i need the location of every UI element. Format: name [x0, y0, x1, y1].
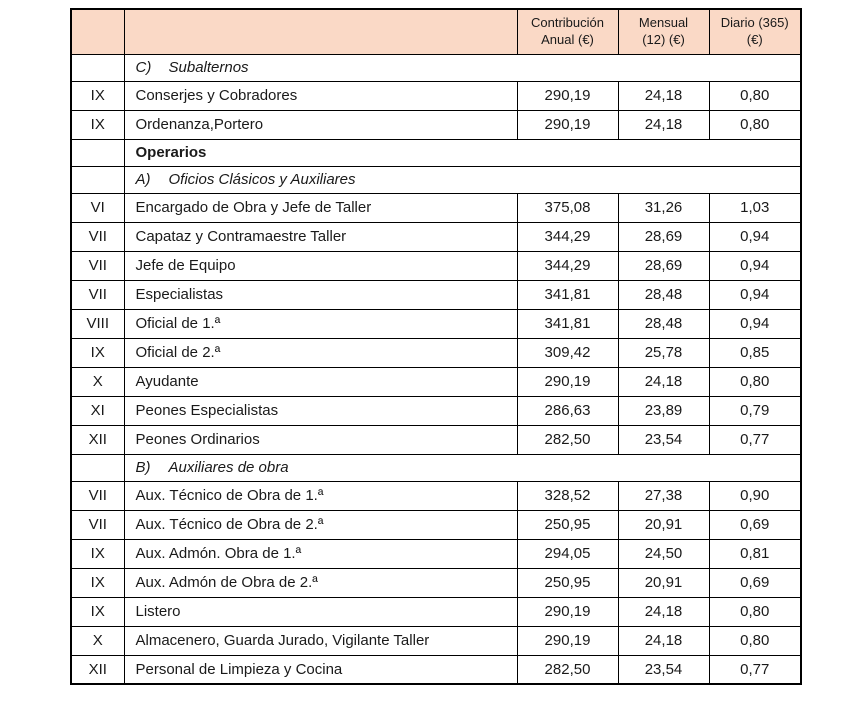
- row-anual-cell: 344,29: [517, 251, 618, 280]
- row-label-cell: Jefe de Equipo: [124, 251, 517, 280]
- header-contribucion-anual: [517, 9, 618, 54]
- table-row: [71, 110, 801, 139]
- row-mensual-cell: 24,50: [618, 539, 709, 568]
- row-label-cell: Personal de Limpieza y Cocina: [124, 655, 517, 684]
- row-anual-cell: 290,19: [517, 597, 618, 626]
- row-label-cell: Peones Especialistas: [124, 396, 517, 425]
- table-row: [71, 568, 801, 597]
- row-label-cell: Aux. Admón. Obra de 1.ª: [124, 539, 517, 568]
- section-label-cell: [124, 454, 801, 481]
- row-diario-cell: 0,69: [709, 510, 801, 539]
- section-label-cell: [124, 54, 801, 81]
- row-diario-cell: 0,81: [709, 539, 801, 568]
- row-label-cell: Encargado de Obra y Jefe de Taller: [124, 193, 517, 222]
- row-mensual-cell: 24,18: [618, 626, 709, 655]
- row-group-cell: X: [71, 367, 124, 396]
- row-label-cell: Capataz y Contramaestre Taller: [124, 222, 517, 251]
- row-diario-cell: 0,79: [709, 396, 801, 425]
- header-diario-line1: Diario (365): [720, 14, 789, 30]
- row-group-cell: IX: [71, 568, 124, 597]
- row-mensual-cell: 31,26: [618, 193, 709, 222]
- row-anual-cell: 344,29: [517, 222, 618, 251]
- row-mensual-cell: 24,18: [618, 367, 709, 396]
- section-row: [71, 54, 801, 81]
- row-mensual-cell: 23,89: [618, 396, 709, 425]
- table-row: [71, 338, 801, 367]
- row-anual-cell: 341,81: [517, 280, 618, 309]
- row-mensual-cell: 24,18: [618, 597, 709, 626]
- row-label-cell: Especialistas: [124, 280, 517, 309]
- row-mensual-cell: 28,48: [618, 309, 709, 338]
- row-mensual-cell: 28,69: [618, 222, 709, 251]
- section-title: Oficios Clásicos y Auxiliares: [168, 171, 356, 188]
- table-row: [71, 539, 801, 568]
- row-diario-cell: 0,80: [709, 110, 801, 139]
- row-mensual-cell: 28,69: [618, 251, 709, 280]
- row-group-cell: VII: [71, 280, 124, 309]
- row-diario-cell: 0,90: [709, 481, 801, 510]
- table-row: [71, 367, 801, 396]
- table-row: [71, 396, 801, 425]
- row-mensual-cell: 20,91: [618, 510, 709, 539]
- row-diario-cell: 0,80: [709, 367, 801, 396]
- section-row: [71, 166, 801, 193]
- header-mensual-line2: (12) (€): [642, 31, 685, 47]
- row-mensual-cell: 24,18: [618, 110, 709, 139]
- row-diario-cell: 0,94: [709, 251, 801, 280]
- section-prefix: C): [135, 59, 152, 76]
- row-mensual-cell: 24,18: [618, 81, 709, 110]
- row-diario-cell: 0,77: [709, 425, 801, 454]
- row-anual-cell: 290,19: [517, 81, 618, 110]
- row-diario-cell: 0,85: [709, 338, 801, 367]
- header-description-cell: [124, 9, 517, 54]
- row-label-cell: Aux. Admón de Obra de 2.ª: [124, 568, 517, 597]
- row-anual-cell: 290,19: [517, 626, 618, 655]
- row-label-cell: Ordenanza,Portero: [124, 110, 517, 139]
- header-mensual-line1: Mensual: [638, 14, 689, 30]
- table-row: [71, 193, 801, 222]
- row-label-cell: Almacenero, Guarda Jurado, Vigilante Taller: [124, 626, 517, 655]
- row-diario-cell: 1,03: [709, 193, 801, 222]
- salary-table: [70, 8, 802, 685]
- row-diario-cell: 0,77: [709, 655, 801, 684]
- row-group-cell: XI: [71, 396, 124, 425]
- header-contribucion-anual-line1: Contribución: [531, 14, 604, 30]
- row-group-cell: XII: [71, 655, 124, 684]
- row-mensual-cell: 25,78: [618, 338, 709, 367]
- header-diario-line2: (€): [746, 31, 763, 47]
- header-mensual: [618, 9, 709, 54]
- row-anual-cell: 250,95: [517, 510, 618, 539]
- row-group-cell: VI: [71, 193, 124, 222]
- row-anual-cell: 286,63: [517, 396, 618, 425]
- table-row: [71, 280, 801, 309]
- table-row: [71, 251, 801, 280]
- row-group-cell: IX: [71, 110, 124, 139]
- section-row: [71, 454, 801, 481]
- header-group-cell: [71, 9, 124, 54]
- row-anual-cell: 282,50: [517, 425, 618, 454]
- row-anual-cell: 290,19: [517, 367, 618, 396]
- row-anual-cell: 290,19: [517, 110, 618, 139]
- header-contribucion-anual-line2: Anual (€): [541, 31, 594, 47]
- header-row: [71, 9, 801, 54]
- row-group-cell: VII: [71, 481, 124, 510]
- row-anual-cell: 309,42: [517, 338, 618, 367]
- section-row: [71, 139, 801, 166]
- row-label-cell: Aux. Técnico de Obra de 1.ª: [124, 481, 517, 510]
- row-diario-cell: 0,80: [709, 81, 801, 110]
- table-row: [71, 425, 801, 454]
- table-row: [71, 222, 801, 251]
- row-group-cell: [71, 166, 124, 193]
- row-group-cell: [71, 54, 124, 81]
- row-label-cell: Peones Ordinarios: [124, 425, 517, 454]
- row-anual-cell: 375,08: [517, 193, 618, 222]
- row-group-cell: [71, 139, 124, 166]
- table-row: [71, 597, 801, 626]
- table-body: [71, 54, 801, 684]
- row-diario-cell: 0,80: [709, 626, 801, 655]
- row-anual-cell: 282,50: [517, 655, 618, 684]
- row-anual-cell: 328,52: [517, 481, 618, 510]
- row-mensual-cell: 27,38: [618, 481, 709, 510]
- row-group-cell: IX: [71, 539, 124, 568]
- table-row: [71, 81, 801, 110]
- row-label-cell: Oficial de 1.ª: [124, 309, 517, 338]
- table-row: [71, 481, 801, 510]
- row-group-cell: IX: [71, 338, 124, 367]
- row-label-cell: Listero: [124, 597, 517, 626]
- row-label-cell: Ayudante: [124, 367, 517, 396]
- section-label-cell: [124, 166, 801, 193]
- row-diario-cell: 0,94: [709, 280, 801, 309]
- row-group-cell: [71, 454, 124, 481]
- header-diario: [709, 9, 801, 54]
- table-row: [71, 655, 801, 684]
- row-label-cell: Conserjes y Cobradores: [124, 81, 517, 110]
- row-anual-cell: 250,95: [517, 568, 618, 597]
- row-label-cell: Oficial de 2.ª: [124, 338, 517, 367]
- row-mensual-cell: 23,54: [618, 655, 709, 684]
- table-row: [71, 626, 801, 655]
- section-label-cell: [124, 139, 801, 166]
- row-mensual-cell: 20,91: [618, 568, 709, 597]
- section-prefix: B): [135, 459, 151, 476]
- row-group-cell: VIII: [71, 309, 124, 338]
- row-anual-cell: 341,81: [517, 309, 618, 338]
- row-diario-cell: 0,80: [709, 597, 801, 626]
- row-anual-cell: 294,05: [517, 539, 618, 568]
- row-diario-cell: 0,94: [709, 222, 801, 251]
- row-group-cell: VII: [71, 510, 124, 539]
- row-group-cell: VII: [71, 222, 124, 251]
- row-mensual-cell: 28,48: [618, 280, 709, 309]
- section-title: Subalternos: [168, 59, 249, 76]
- row-group-cell: IX: [71, 81, 124, 110]
- row-diario-cell: 0,69: [709, 568, 801, 597]
- row-group-cell: VII: [71, 251, 124, 280]
- row-diario-cell: 0,94: [709, 309, 801, 338]
- section-title: Auxiliares de obra: [168, 459, 289, 476]
- row-group-cell: XII: [71, 425, 124, 454]
- row-mensual-cell: 23,54: [618, 425, 709, 454]
- section-title: Operarios: [135, 144, 207, 161]
- table-row: [71, 510, 801, 539]
- table-row: [71, 309, 801, 338]
- row-group-cell: X: [71, 626, 124, 655]
- row-group-cell: IX: [71, 597, 124, 626]
- section-prefix: A): [135, 171, 151, 188]
- row-label-cell: Aux. Técnico de Obra de 2.ª: [124, 510, 517, 539]
